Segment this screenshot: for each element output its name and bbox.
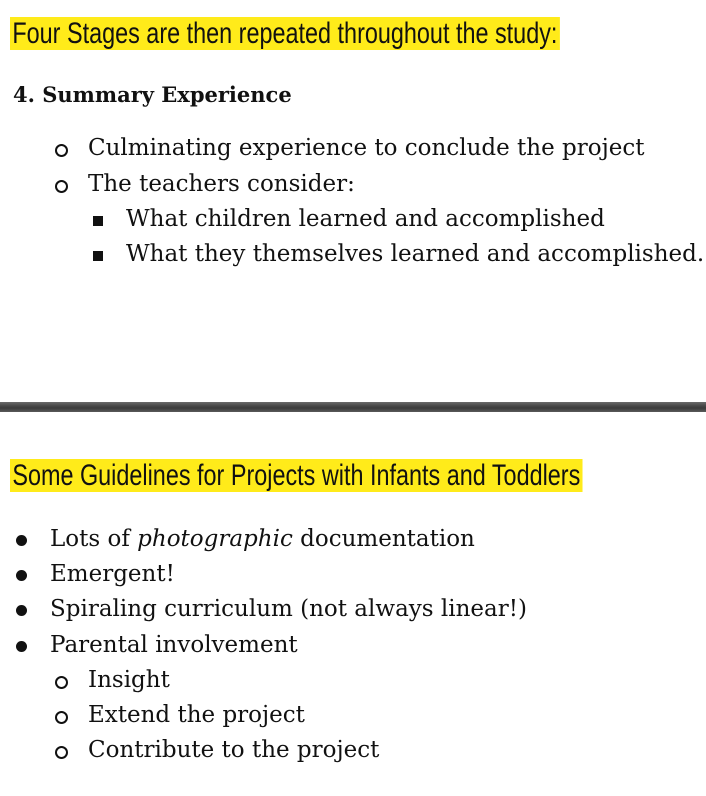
sub-list-item-text: What children learned and accomplished <box>126 206 605 232</box>
section-heading: 4. Summary Experience <box>13 82 292 107</box>
hollow-circle-bullet-icon <box>55 144 68 157</box>
slide-title-text: Four Stages are then repeated throughout the study: <box>10 17 560 50</box>
divider-bar <box>0 402 706 412</box>
slide-title-text: Some Guidelines for Projects with Infants and Toddlers <box>10 459 583 492</box>
disc-bullet-icon <box>16 641 27 652</box>
hollow-circle-bullet-icon <box>55 676 68 689</box>
square-bullet-icon <box>93 216 103 226</box>
hollow-circle-bullet-icon <box>55 746 68 759</box>
list-item-text: Parental involvement <box>50 632 298 658</box>
disc-bullet-icon <box>16 535 27 546</box>
slide-divider <box>0 400 706 414</box>
sub-list-item-text: What they themselves learned and accomplished. <box>126 241 705 267</box>
hollow-circle-bullet-icon <box>55 711 68 724</box>
list-item-text: Spiraling curriculum (not always linear!) <box>50 596 527 622</box>
list-item-text-suffix: documentation <box>292 526 475 552</box>
list-item-text: The teachers consider: <box>88 171 355 197</box>
slide-title <box>10 456 583 496</box>
square-bullet-icon <box>93 251 103 261</box>
hollow-circle-bullet-icon <box>55 180 68 193</box>
sub-list-item-text: Contribute to the project <box>88 737 380 763</box>
slide-title <box>10 14 560 54</box>
list-item-text: Culminating experience to conclude the project <box>88 135 645 161</box>
disc-bullet-icon <box>16 570 27 581</box>
list-item-text: Emergent! <box>50 561 175 587</box>
list-item-text-prefix: Lots of <box>50 526 138 552</box>
disc-bullet-icon <box>16 605 27 616</box>
list-item-text <box>50 524 475 554</box>
sub-list-item-text: Extend the project <box>88 702 305 728</box>
sub-list-item-text: Insight <box>88 667 170 693</box>
list-item-text-emphasis: photographic <box>137 526 293 552</box>
